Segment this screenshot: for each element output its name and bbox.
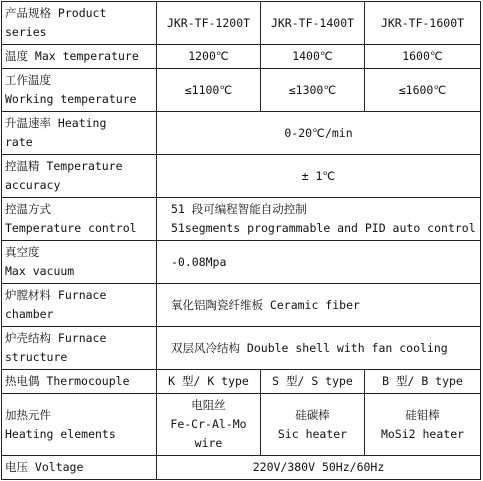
thermocouple-k: K 型/ K type bbox=[157, 370, 261, 394]
heating-element-sic: 硅碳棒 Sic heater bbox=[261, 394, 365, 456]
accuracy-label: 控温精 Temperature accuracy bbox=[2, 155, 157, 198]
row-voltage bbox=[2, 456, 481, 480]
vacuum-label: 真空度 Max vacuum bbox=[2, 241, 157, 284]
heating-element-mosi2: 硅钼棒 MoSi2 heater bbox=[365, 394, 481, 456]
row-temperature-control bbox=[2, 198, 481, 241]
max-temp-1400: 1400℃ bbox=[261, 45, 365, 69]
product-series-label: 产品规格 Product series bbox=[2, 2, 157, 45]
model-1600: JKR-TF-1600T bbox=[365, 2, 481, 45]
row-chamber bbox=[2, 284, 481, 327]
vacuum-value: -0.08Mpa bbox=[157, 241, 481, 284]
heating-rate-value: 0-20℃/min bbox=[157, 112, 481, 155]
row-working-temperature bbox=[2, 69, 481, 112]
row-max-temperature bbox=[2, 45, 481, 69]
max-temp-label: 温度 Max temperature bbox=[2, 45, 157, 69]
row-structure bbox=[2, 327, 481, 370]
max-temp-1200: 1200℃ bbox=[157, 45, 261, 69]
heating-element-wire: 电阻丝 Fe-Cr-Al-Mo wire bbox=[157, 394, 261, 456]
row-product-series bbox=[2, 2, 481, 45]
structure-label: 炉壳结构 Furnace structure bbox=[2, 327, 157, 370]
working-temp-1200: ≤1100℃ bbox=[157, 69, 261, 112]
model-1400: JKR-TF-1400T bbox=[261, 2, 365, 45]
thermocouple-label: 热电偶 Thermocouple bbox=[2, 370, 157, 394]
row-vacuum bbox=[2, 241, 481, 284]
model-1200: JKR-TF-1200T bbox=[157, 2, 261, 45]
thermocouple-b: B 型/ B type bbox=[365, 370, 481, 394]
spec-table bbox=[1, 1, 481, 480]
row-thermocouple bbox=[2, 370, 481, 394]
working-temp-1400: ≤1300℃ bbox=[261, 69, 365, 112]
row-accuracy bbox=[2, 155, 481, 198]
row-heating-rate bbox=[2, 112, 481, 155]
chamber-label: 炉膛材料 Furnace chamber bbox=[2, 284, 157, 327]
heating-elements-label: 加热元件 Heating elements bbox=[2, 394, 157, 456]
chamber-value: 氧化铝陶瓷纤维板 Ceramic fiber bbox=[157, 284, 481, 327]
working-temp-1600: ≤1600℃ bbox=[365, 69, 481, 112]
row-heating-elements bbox=[2, 394, 481, 456]
max-temp-1600: 1600℃ bbox=[365, 45, 481, 69]
control-value: 51 段可编程智能自动控制 51segments programmable and PID auto control bbox=[157, 198, 481, 241]
voltage-value: 220V/380V 50Hz/60Hz bbox=[157, 456, 481, 480]
accuracy-value: ± 1℃ bbox=[157, 155, 481, 198]
thermocouple-s: S 型/ S type bbox=[261, 370, 365, 394]
control-label: 控温方式 Temperature control bbox=[2, 198, 157, 241]
heating-rate-label: 升温速率 Heating rate bbox=[2, 112, 157, 155]
working-temp-label: 工作温度 Working temperature bbox=[2, 69, 157, 112]
voltage-label: 电压 Voltage bbox=[2, 456, 157, 480]
structure-value: 双层风冷结构 Double shell with fan cooling bbox=[157, 327, 481, 370]
